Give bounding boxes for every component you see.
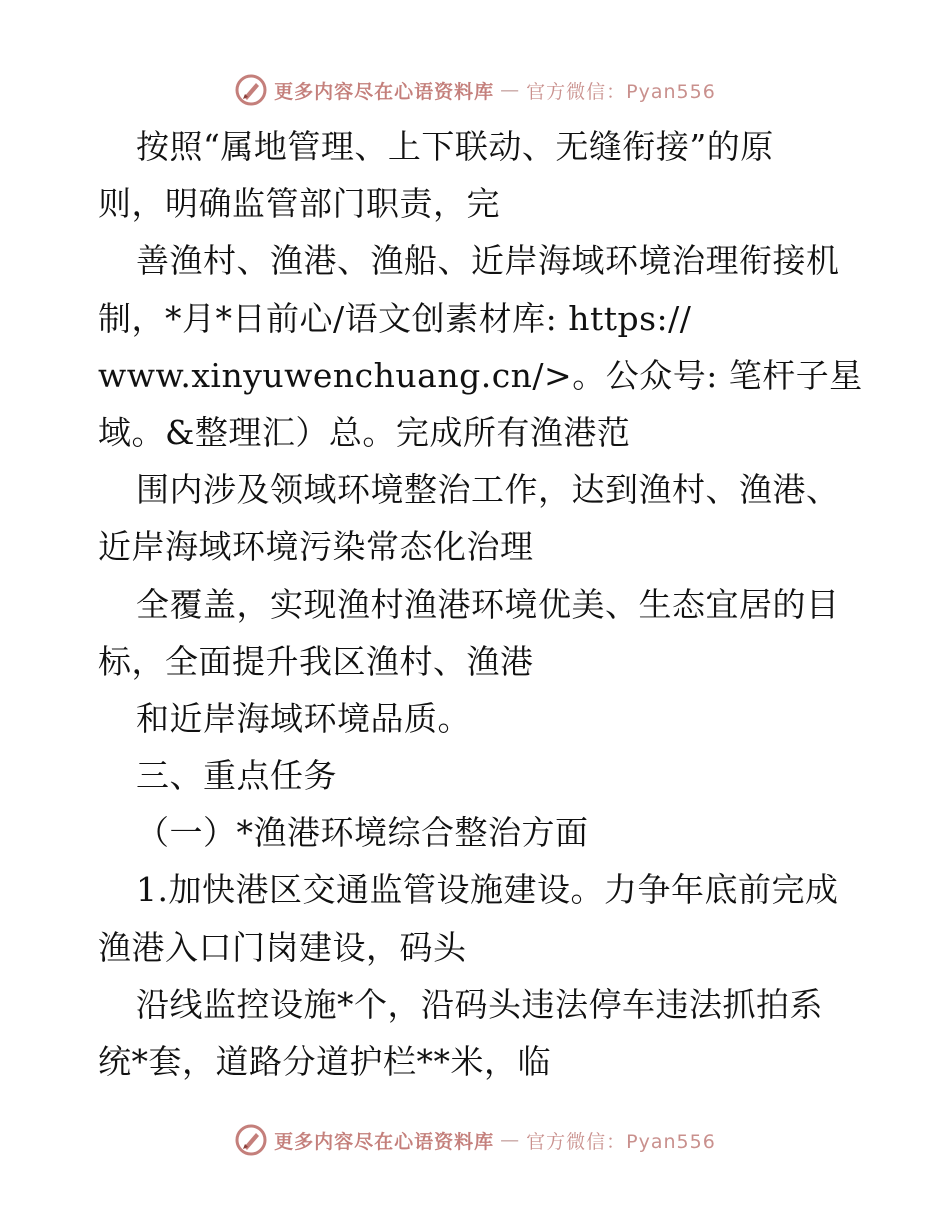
text-line: 1.加快港区交通监管设施建设。力争年底前完成 [136, 870, 839, 910]
text-line: 三、重点任务 [136, 756, 337, 796]
text-line: 善渔村、渔港、渔船、近岸海域环境治理衔接机 [136, 241, 840, 281]
text-line: 沿线监控设施*个，沿码头违法停车违法抓拍系 [136, 984, 823, 1024]
watermark-separator: — [500, 79, 521, 101]
watermark-contact: 官方微信：Pyan556 [526, 80, 716, 103]
watermark-separator: — [500, 1129, 521, 1151]
text-line: 近岸海域环境污染常态化治理 [98, 527, 534, 567]
document-body [98, 118, 868, 1090]
text-line: 则，明确监管部门职责，完 [98, 184, 500, 224]
text-line: 制，*月*日前心/语文创素材库: https:// [98, 298, 692, 338]
watermark-text: 更多内容尽在心语资料库 [274, 80, 495, 103]
text-line: 域。&整理汇）总。完成所有渔港范 [98, 412, 631, 452]
footer-watermark [0, 1120, 950, 1160]
text-line: www.xinyuwenchuang.cn/>。公众号: 笔杆子星 [98, 355, 863, 395]
text-line: 统*套，道路分道护栏**米，临 [98, 1042, 551, 1081]
text-line: （一）*渔港环境综合整治方面 [136, 813, 589, 853]
pen-logo-icon [234, 73, 268, 107]
text-line: 渔港入口门岗建设，码头 [98, 927, 467, 967]
text-line: 按照“属地管理、上下联动、无缝衔接”的原 [136, 127, 774, 166]
watermark-contact: 官方微信：Pyan556 [526, 1130, 716, 1153]
watermark-text: 更多内容尽在心语资料库 [274, 1130, 495, 1153]
header-watermark [0, 70, 950, 110]
pen-logo-icon [234, 1123, 268, 1157]
text-line: 围内涉及领域环境整治工作，达到渔村、渔港、 [136, 470, 840, 510]
text-line: 标，全面提升我区渔村、渔港 [98, 641, 534, 681]
text-line: 和近岸海域环境品质。 [136, 698, 471, 738]
text-line: 全覆盖，实现渔村渔港环境优美、生态宜居的目 [136, 584, 840, 624]
